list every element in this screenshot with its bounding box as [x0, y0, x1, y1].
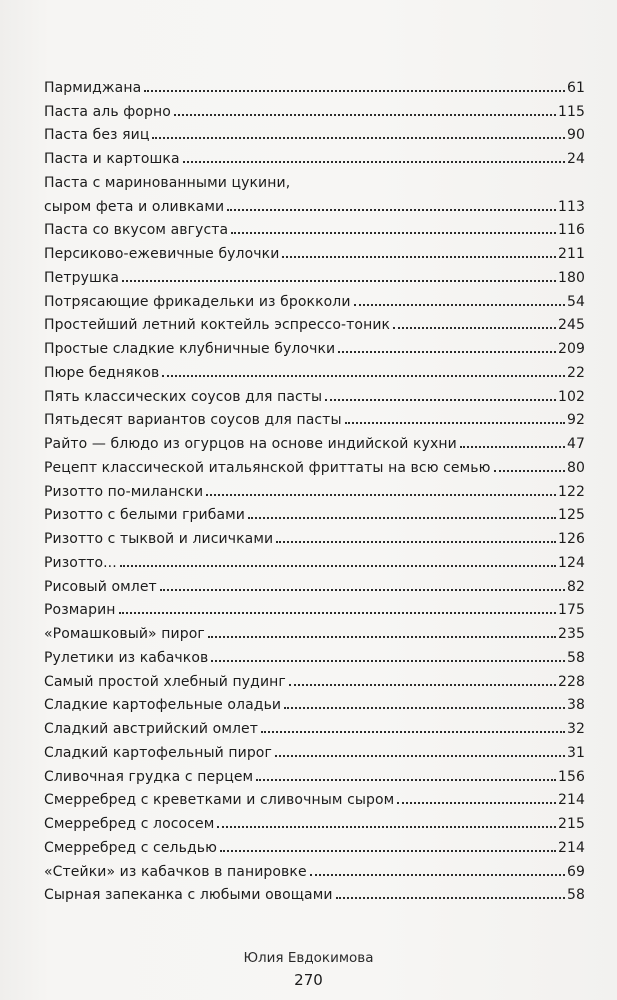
- dot-leader: [208, 636, 556, 638]
- entry-title: Самый простой хлебный пудинг: [44, 673, 286, 690]
- index-entry: [44, 880, 585, 904]
- index-entry: [44, 238, 585, 262]
- dot-leader: [160, 589, 565, 591]
- entry-page-number: 102: [557, 388, 585, 405]
- index-entry: [44, 642, 585, 666]
- entry-page-number: 80: [566, 459, 585, 476]
- index-entry: [44, 452, 585, 476]
- index-entry: [44, 808, 585, 832]
- entry-page-number: 122: [557, 483, 585, 500]
- entry-title: Ризотто с тыквой и лисичками: [44, 531, 274, 547]
- entry-page-number: 214: [557, 839, 585, 856]
- dot-leader: [227, 209, 556, 211]
- entry-page-number: 235: [557, 626, 585, 642]
- entry-page-number: 175: [557, 602, 585, 619]
- entry-title: сыром фета и оливками: [44, 198, 225, 215]
- index-entry: [44, 832, 585, 856]
- index-entry: [44, 713, 585, 737]
- entry-page-number: 209: [557, 341, 585, 357]
- index-entry: [44, 286, 585, 310]
- dot-leader: [248, 517, 556, 519]
- index-entry: [44, 500, 585, 524]
- index-entry: [44, 737, 585, 761]
- entry-page-number: 31: [566, 744, 585, 761]
- entry-page-number: 32: [566, 721, 585, 737]
- entry-page-number: 38: [566, 697, 585, 714]
- entry-title: Сладкий картофельный пирог: [44, 744, 272, 761]
- entry-title: «Стейки» из кабачков в панировке: [44, 863, 307, 880]
- entry-page-number: 24: [566, 151, 585, 167]
- entry-title: Пятьдесят вариантов соусов для пасты: [44, 412, 342, 429]
- dot-leader: [174, 114, 556, 116]
- entry-title: Паста без яиц: [44, 127, 150, 144]
- entry-title: Сырная запеканка с любыми овощами: [44, 887, 333, 904]
- entry-page-number: 113: [557, 198, 585, 215]
- dot-leader: [325, 399, 556, 401]
- dot-leader: [336, 897, 565, 899]
- entry-title: Сладкий австрийский омлет: [44, 721, 258, 737]
- index-entry: [44, 595, 585, 619]
- entry-title: Паста с маринованными цукини,: [44, 174, 291, 191]
- index-entry: [44, 618, 585, 642]
- dot-leader: [261, 731, 565, 733]
- dot-leader: [256, 779, 556, 781]
- index-entry: [44, 191, 585, 215]
- entry-title: Пюре бедняков: [44, 364, 160, 381]
- entry-title: Паста со вкусом августа: [44, 222, 229, 239]
- entry-title: Персиково-ежевичные булочки: [44, 246, 280, 262]
- dot-leader: [120, 565, 556, 567]
- entry-title: Простейший летний коктейль эспрессо-тоник: [44, 317, 391, 334]
- entry-title: Пармиджана: [44, 79, 142, 96]
- entry-title: Ризотто...: [44, 554, 117, 571]
- entry-page-number: 61: [566, 79, 585, 96]
- footer-author: Юлия Евдокимова: [243, 950, 374, 966]
- index-entry: [44, 856, 585, 880]
- index-entry: [44, 96, 585, 120]
- entry-page-number: 58: [566, 649, 585, 666]
- dot-leader: [289, 684, 556, 686]
- index-entry: [44, 310, 585, 334]
- entry-page-number: 215: [557, 816, 585, 832]
- entry-title: Рулетики из кабачков: [44, 649, 209, 666]
- entry-page-number: 180: [557, 269, 585, 286]
- entry-title: Пять классических соусов для пасты: [44, 388, 323, 405]
- entry-page-number: 58: [566, 887, 585, 904]
- index-entry: [44, 547, 585, 571]
- entry-title: Ризотто с белыми грибами: [44, 507, 245, 524]
- index-entry: [44, 262, 585, 286]
- entry-title: Петрушка: [44, 269, 120, 286]
- entry-title: Смерребред с лососем: [44, 816, 215, 832]
- entry-title: Рисовый омлет: [44, 578, 157, 595]
- entry-title: Розмарин: [44, 602, 116, 619]
- entry-page-number: 92: [566, 412, 585, 429]
- index-entry: [44, 357, 585, 381]
- index-entry: [44, 215, 585, 239]
- dot-leader: [282, 256, 556, 258]
- entry-title: Ризотто по-милански: [44, 483, 204, 500]
- dot-leader: [211, 660, 565, 662]
- index-entry: [44, 72, 585, 96]
- entry-title: Смерребред с креветками и сливочным сыром: [44, 792, 395, 809]
- entry-page-number: 228: [557, 673, 585, 690]
- entry-title: Простые сладкие клубничные булочки: [44, 341, 336, 357]
- index-entry: [44, 428, 585, 452]
- dot-leader: [460, 446, 565, 448]
- entry-page-number: 124: [557, 554, 585, 571]
- index-entry: [44, 120, 585, 144]
- entry-page-number: 47: [566, 436, 585, 452]
- index-entry: [44, 785, 585, 809]
- entry-page-number: 126: [557, 531, 585, 547]
- dot-leader: [345, 422, 565, 424]
- dot-leader: [152, 137, 565, 139]
- entry-title: Паста аль форно: [44, 103, 171, 120]
- dot-leader: [231, 232, 556, 234]
- dot-leader: [275, 755, 565, 757]
- entry-title: Рецепт классической итальянской фриттаты на всю семью: [44, 459, 491, 476]
- index-entry: [44, 523, 585, 547]
- dot-leader: [206, 494, 556, 496]
- dot-leader: [119, 612, 556, 614]
- dot-leader: [393, 327, 556, 329]
- dot-leader: [494, 470, 565, 472]
- entry-title: Смерребред с сельдью: [44, 839, 217, 856]
- entry-title: Паста и картошка: [44, 151, 180, 167]
- index-entry: [44, 690, 585, 714]
- recipe-index: [44, 72, 585, 903]
- dot-leader: [397, 802, 556, 804]
- dot-leader: [284, 707, 565, 709]
- entry-page-number: 54: [566, 293, 585, 310]
- dot-leader: [183, 161, 565, 163]
- entry-page-number: 115: [557, 103, 585, 120]
- index-entry: [44, 476, 585, 500]
- entry-title: «Ромашковый» пирог: [44, 626, 205, 642]
- entry-title: Потрясающие фрикадельки из брокколи: [44, 293, 351, 310]
- index-entry: [44, 666, 585, 690]
- entry-title: Сладкие картофельные оладьи: [44, 697, 282, 714]
- dot-leader: [338, 351, 556, 353]
- index-entry: [44, 761, 585, 785]
- dot-leader: [220, 850, 556, 852]
- entry-page-number: 156: [557, 768, 585, 785]
- dot-leader: [310, 874, 565, 876]
- entry-page-number: 90: [566, 127, 585, 144]
- entry-title: Райто — блюдо из огурцов на основе индийской кухни: [44, 436, 457, 452]
- index-entry: [44, 381, 585, 405]
- entry-page-number: 69: [566, 863, 585, 880]
- dot-leader: [162, 375, 565, 377]
- entry-page-number: 125: [557, 507, 585, 524]
- index-entry: [44, 143, 585, 167]
- entry-page-number: 82: [566, 578, 585, 595]
- dot-leader: [144, 90, 565, 92]
- entry-page-number: 245: [557, 317, 585, 334]
- index-entry: [44, 571, 585, 595]
- dot-leader: [122, 280, 556, 282]
- entry-page-number: 116: [557, 222, 585, 239]
- dot-leader: [217, 826, 556, 828]
- entry-page-number: 211: [557, 246, 585, 262]
- page-number: 270: [294, 971, 323, 989]
- index-entry-line: [44, 167, 585, 191]
- entry-page-number: 214: [557, 792, 585, 809]
- dot-leader: [276, 541, 556, 543]
- dot-leader: [354, 304, 565, 306]
- entry-page-number: 22: [566, 364, 585, 381]
- entry-title: Сливочная грудка с перцем: [44, 768, 254, 785]
- index-entry: [44, 333, 585, 357]
- index-entry: [44, 405, 585, 429]
